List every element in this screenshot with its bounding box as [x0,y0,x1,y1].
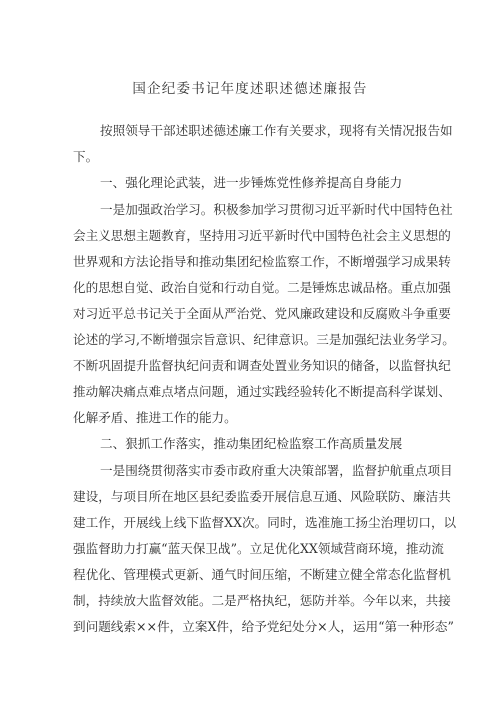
paragraph-line: 论述的学习,不断增强宗旨意识、纪律意识。三是加强纪法业务学习。 [73,332,455,347]
paragraph-line: 程优化、管理模式更新、通气时间压缩，不断建立健全常态化监督机 [73,567,451,582]
paragraph-line: 强监督助力打赢“蓝天保卫战”。立足优化XX领域营商环境，推动流 [73,541,444,556]
paragraph-line: 制，持续放大监督效能。二是严格执纪，惩防并举。今年以来，共接 [73,593,451,608]
section-heading-2: 二、狠抓工作落实，推动集团纪检监察工作高质量发展 [100,436,403,451]
paragraph-line: 建设，与项目所在地区县纪委监委开展信息互通、风险联防、廉洁共 [73,489,451,504]
paragraph-line: 一是围绕贯彻落实市委市政府重大决策部署，监督护航重点项目 [100,463,453,478]
paragraph-line: 按照领导干部述职述德述廉工作有关要求，现将有关情况报告如 [100,123,453,138]
paragraph-line: 到问题线索××件，立案X件，给予党纪处分×人，运用“第一种形态” [73,619,454,634]
paragraph-line: 化的思想自觉、政治自觉和行动自觉。二是锤炼忠诚品格。重点加强 [73,280,451,295]
paragraph-line: 建工作，开展线上线下监督XX次。同时，选准施工扬尘治理切口，以 [73,515,457,530]
paragraph-line: 对习近平总书记关于全面从严治党、党风廉政建设和反腐败斗争重要 [73,306,451,321]
paragraph-line: 推动解决痛点难点堵点问题，通过实践经验转化不断提高科学谋划、 [73,384,451,399]
paragraph-line: 会主义思想主题教育，坚持用习近平新时代中国特色社会主义思想的 [73,228,451,243]
section-heading-1: 一、强化理论武装，进一步锤炼党性修养提高自身能力 [100,175,403,190]
paragraph-line: 化解矛盾、推进工作的能力。 [73,410,237,425]
paragraph-line: 一是加强政治学习。积极参加学习贯彻习近平新时代中国特色社 [100,202,453,217]
document-title: 国企纪委书记年度述职述德述廉报告 [132,81,368,97]
paragraph-line: 世界观和方法论指导和推动集团纪检监察工作，不断增强学习成果转 [73,254,451,269]
paragraph-line: 下。 [73,149,99,164]
paragraph-line: 不断巩固提升监督执纪问责和调查处置业务知识的储备，以监督执纪 [73,358,451,373]
